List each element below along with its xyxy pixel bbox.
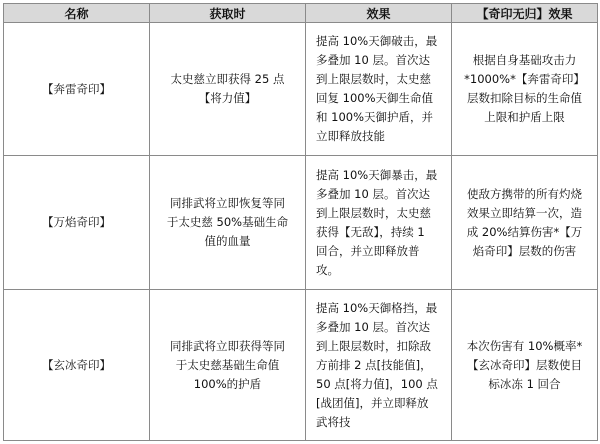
text-line: 效果立即结算一次，造 (467, 205, 582, 220)
text-line: 【将力值】 (198, 91, 257, 105)
text-line: 方前排 2 点[技能值]， (316, 357, 432, 372)
text-line: 到上限层数时，太史慈 (316, 205, 431, 220)
row-qiyin-wugui (452, 156, 598, 290)
text-line: 成 20%结算伤害*【万 (466, 224, 583, 239)
header-acquire: 获取时 (150, 4, 306, 23)
row-effect (306, 156, 452, 290)
row-acquire (150, 290, 306, 441)
text-line: 获得【无敌】，持续 1 (316, 224, 425, 239)
text-line: 多叠加 10 层。首次达 (316, 319, 430, 334)
text-line: 焰奇印】层数的伤害 (472, 243, 577, 258)
text-line: 提高 10%天御破击，最 (316, 34, 438, 48)
text-line: 根据自身基础攻击力 (472, 53, 577, 67)
row-name: 【奔雷奇印】 (4, 23, 150, 156)
text-line: 立即释放技能 (316, 129, 385, 143)
text-line: 到上限层数时，扣除敌 (316, 338, 431, 353)
text-line: 多叠加 10 层。首次达 (316, 186, 430, 201)
header-name: 名称 (4, 4, 150, 23)
text-line: 提高 10%天御格挡，最 (316, 300, 438, 315)
text-line: 本次伤害有 10%概率* (466, 338, 583, 353)
qiyin-table (3, 3, 598, 441)
text-line: 于太史慈 50%基础生命 (166, 215, 289, 229)
row-qiyin-wugui (452, 290, 598, 441)
header-qiyin-wugui: 【奇印无归】效果 (452, 4, 598, 23)
text-line: 上限和护盾上限 (484, 110, 565, 124)
row-qiyin-wugui (452, 23, 598, 156)
header-row (4, 4, 598, 23)
text-line: 标冰冻 1 回合 (488, 376, 561, 391)
text-line: 攻。 (316, 262, 339, 277)
text-line: 100%的护盾 (193, 376, 262, 391)
text-line: 层数扣除目标的生命值 (467, 91, 582, 105)
row-acquire (150, 23, 306, 156)
header-effect: 效果 (306, 4, 452, 23)
row-effect (306, 290, 452, 441)
text-line: 到上限层数时，太史慈 (316, 72, 431, 86)
text-line: [战团值]，并立即释放 (316, 395, 429, 410)
text-line: 多叠加 10 层。首次达 (316, 53, 430, 67)
text-line: 太史慈立即获得 25 点 (170, 72, 285, 86)
table-row (4, 156, 598, 290)
text-line: 于太史慈基础生命值 (175, 357, 280, 372)
text-line: 使敌方携带的所有灼烧 (467, 186, 582, 201)
row-name: 【万焰奇印】 (4, 156, 150, 290)
row-acquire (150, 156, 306, 290)
text-line: 提高 10%天御暴击，最 (316, 167, 438, 182)
text-line: 值的血量 (204, 234, 251, 248)
row-name: 【玄冰奇印】 (4, 290, 150, 441)
text-line: 和 100%天御护盾，并 (316, 110, 434, 124)
text-line: 回复 100%天御生命值 (316, 91, 434, 105)
table-row (4, 290, 598, 441)
text-line: *1000%*【奔雷奇印】 (464, 72, 585, 86)
row-effect (306, 23, 452, 156)
text-line: 武将技 (316, 414, 351, 429)
table-row (4, 23, 598, 156)
text-line: 同排武将立即恢复等同 (170, 196, 285, 210)
text-line: 同排武将立即获得等同 (170, 338, 285, 353)
text-line: 【玄冰奇印】层数使目 (467, 357, 582, 372)
text-line: 50 点[将力值]，100 点 (316, 376, 438, 391)
text-line: 回合，并立即释放普 (316, 243, 420, 258)
